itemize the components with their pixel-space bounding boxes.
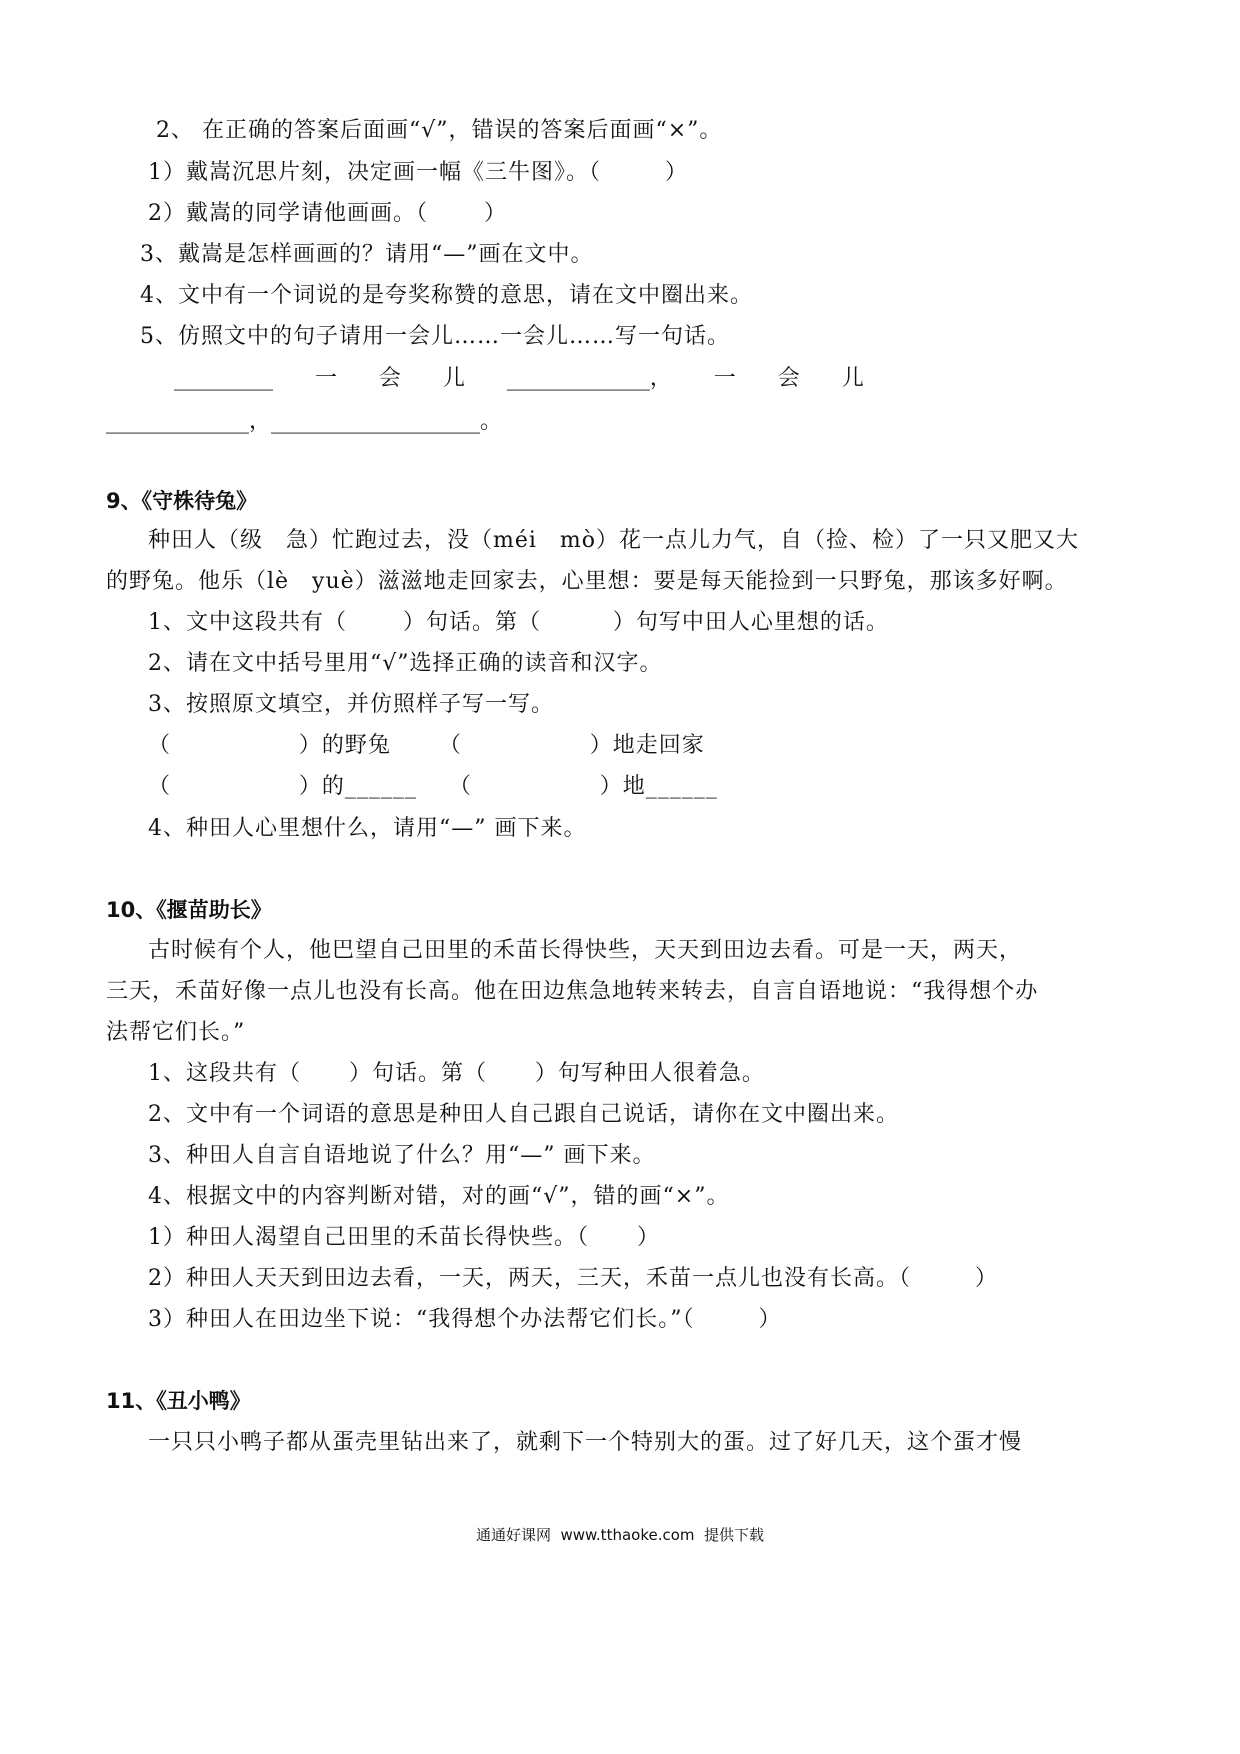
section-9-fill-row-1: （ ）的野兔 （ ）地走回家	[148, 733, 705, 758]
question-3: 3、戴嵩是怎样画画的？请用“—”画在文中。	[140, 242, 594, 267]
section-10-question-4-item-3: 3）种田人在田边坐下说：“我得想个办法帮它们长。”（ ）	[148, 1307, 782, 1332]
question-4: 4、文中有一个词说的是夸奖称赞的意思，请在文中圈出来。	[140, 283, 753, 308]
question-2-item-1: 1）戴嵩沉思片刻，决定画一幅《三牛图》。（ ）	[148, 160, 688, 185]
section-10-paragraph-line-2: 三天，禾苗好像一点儿也没有长高。他在田边焦急地转来转去，自言自语地说：“我得想个办	[106, 979, 1039, 1004]
page-footer: 通通好课网 www.tthaoke.com 提供下载	[475, 1526, 765, 1544]
section-10-question-4: 4、根据文中的内容判断对错，对的画“√”，错的画“×”。	[148, 1184, 730, 1209]
section-10-paragraph-line-1: 古时候有个人，他巴望自己田里的禾苗长得快些，天天到田边去看。可是一天，两天，	[148, 938, 1023, 963]
question-5-answer-line-2: _____________，___________________。	[106, 409, 503, 434]
section-9-title: 9、《守株待兔》	[106, 489, 258, 513]
section-10-question-4-item-2: 2）种田人天天到田边去看，一天，两天，三天，禾苗一点儿也没有长高。（ ）	[148, 1266, 998, 1291]
section-9-question-1: 1、文中这段共有（ ）句话。第（ ）句写中田人心里想的话。	[148, 610, 889, 635]
section-10-question-2: 2、文中有一个词语的意思是种田人自己跟自己说话，请你在文中圈出来。	[148, 1102, 899, 1127]
section-9-question-4: 4、种田人心里想什么，请用“—” 画下来。	[148, 816, 587, 841]
section-9-fill-row-2: （ ）的______ （ ）地______	[148, 774, 718, 799]
section-9-question-3: 3、按照原文填空，并仿照样子写一写。	[148, 692, 554, 717]
question-5: 5、仿照文中的句子请用一会儿……一会儿……写一句话。	[140, 324, 730, 349]
section-11-title: 11、《丑小鸭》	[106, 1389, 251, 1413]
section-11-paragraph-line-1: 一只只小鸭子都从蛋壳里钻出来了，就剩下一个特别大的蛋。过了好几天，这个蛋才慢	[148, 1430, 1023, 1455]
section-10-title: 10、《揠苗助长》	[106, 898, 272, 922]
section-10-question-4-item-1: 1）种田人渴望自己田里的禾苗长得快些。（ ）	[148, 1225, 660, 1250]
section-9-paragraph-line-2: 的野兔。他乐（lè yuè）滋滋地走回家去，心里想：要是每天能捡到一只野兔，那该多好啊。	[106, 569, 1068, 594]
section-9-paragraph-line-1: 种田人（级 急）忙跑过去，没（méi mò）花一点儿力气，自（捡、检）了一只又肥又大	[148, 528, 1080, 553]
section-10-question-1: 1、这段共有（ ）句话。第（ ）句写种田人很着急。	[148, 1061, 765, 1086]
question-2-item-2: 2）戴嵩的同学请他画画。（ ）	[148, 201, 507, 226]
section-10-paragraph-line-3: 法帮它们长。”	[106, 1020, 246, 1045]
section-9-question-2: 2、请在文中括号里用“√”选择正确的读音和汉字。	[148, 651, 663, 676]
section-10-question-3: 3、种田人自言自语地说了什么？用“—” 画下来。	[148, 1143, 656, 1168]
question-2: 2、 在正确的答案后面画“√”，错误的答案后面画“×”。	[156, 118, 723, 143]
question-5-answer-line-1: _________ 一 会 儿 _____________， 一 会 儿	[174, 366, 864, 391]
